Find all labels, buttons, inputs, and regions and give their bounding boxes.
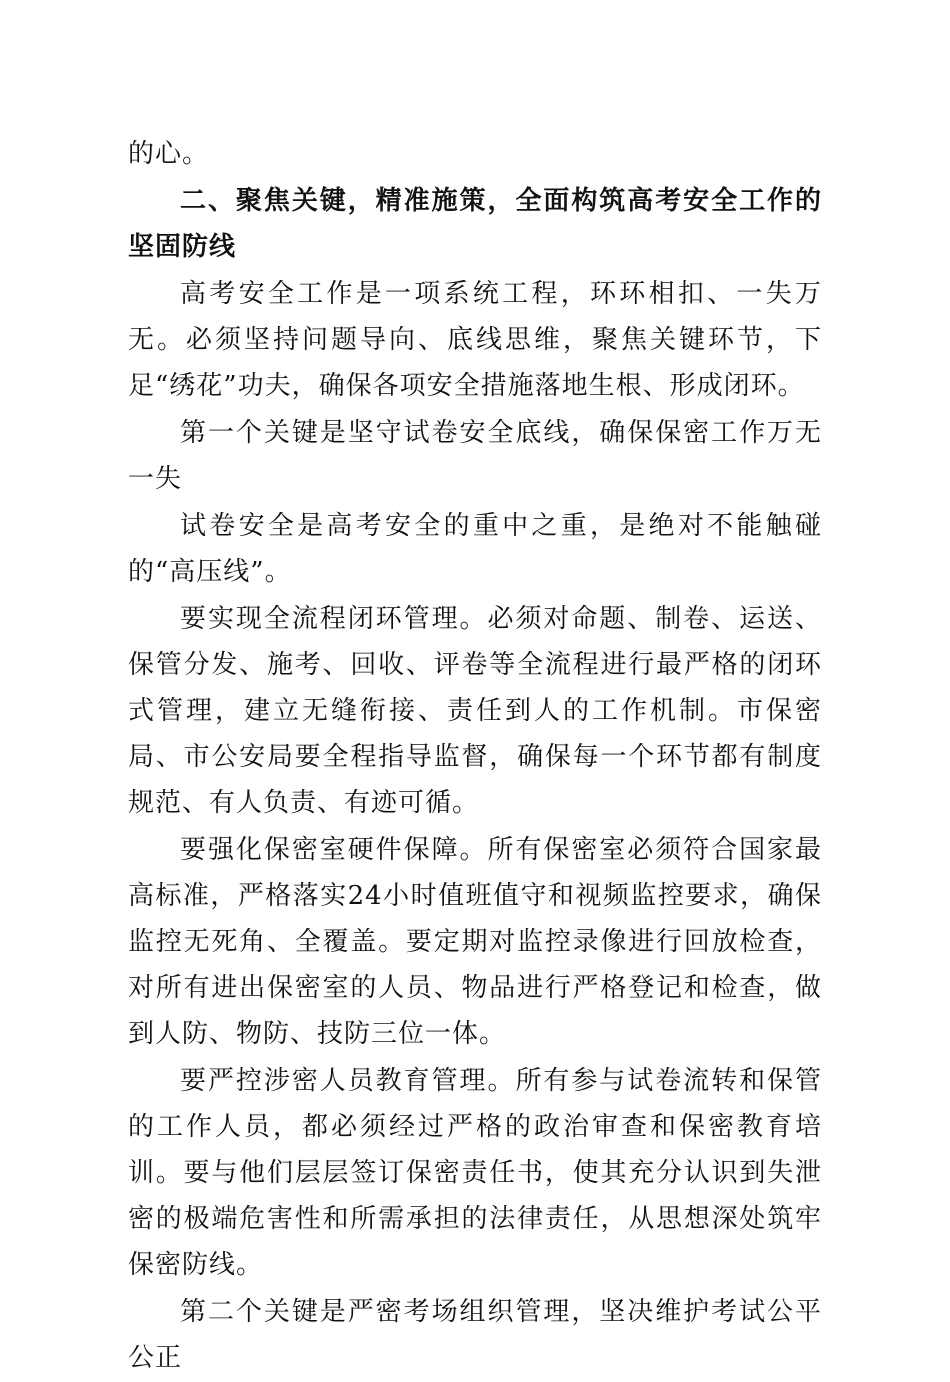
paragraph-intro: 高考安全工作是一项系统工程，环环相扣、一失万无。必须坚持问题导向、底线思维，聚焦关键环节，下足“绣花”功夫，确保各项安全措施落地生根、形成闭环。 xyxy=(128,279,822,401)
paragraph-continuation: 的心。 xyxy=(128,139,210,169)
paragraph-closed-loop: 要实现全流程闭环管理。必须对命题、制卷、运送、保管分发、施考、回收、评卷等全流程进行最严格的闭环式管理，建立无缝衔接、责任到人的工作机制。市保密局、市公安局要全程指导监督，确保每一个环节都有制度规范、有人负责、有迹可循。 xyxy=(128,604,822,818)
paragraph-key-one: 第一个关键是坚守试卷安全底线，确保保密工作万无一失 xyxy=(128,418,822,494)
paragraph-paper-safety: 试卷安全是高考安全的重中之重，是绝对不能触碰的“高压线”。 xyxy=(128,511,822,587)
section-heading: 二、聚焦关键，精准施策，全面构筑高考安全工作的坚固防线 xyxy=(128,186,822,262)
paragraph-secure-room: 要强化保密室硬件保障。所有保密室必须符合国家最高标准，严格落实24小时值班值守和视频监控要求，确保监控无死角、全覆盖。要定期对监控录像进行回放检查，对所有进出保密室的人员、物品进行严格登记和检查，做到人防、物防、技防三位一体。 xyxy=(128,835,822,1049)
document-page xyxy=(128,131,822,1382)
paragraph-personnel: 要严控涉密人员教育管理。所有参与试卷流转和保管的工作人员，都必须经过严格的政治审查和保密教育培训。要与他们层层签订保密责任书，使其充分认识到失泄密的极端危害性和所需承担的法律责任，从思想深处筑牢保密防线。 xyxy=(128,1066,822,1280)
paragraph-key-two: 第二个关键是严密考场组织管理，坚决维护考试公平公正 xyxy=(128,1297,822,1373)
